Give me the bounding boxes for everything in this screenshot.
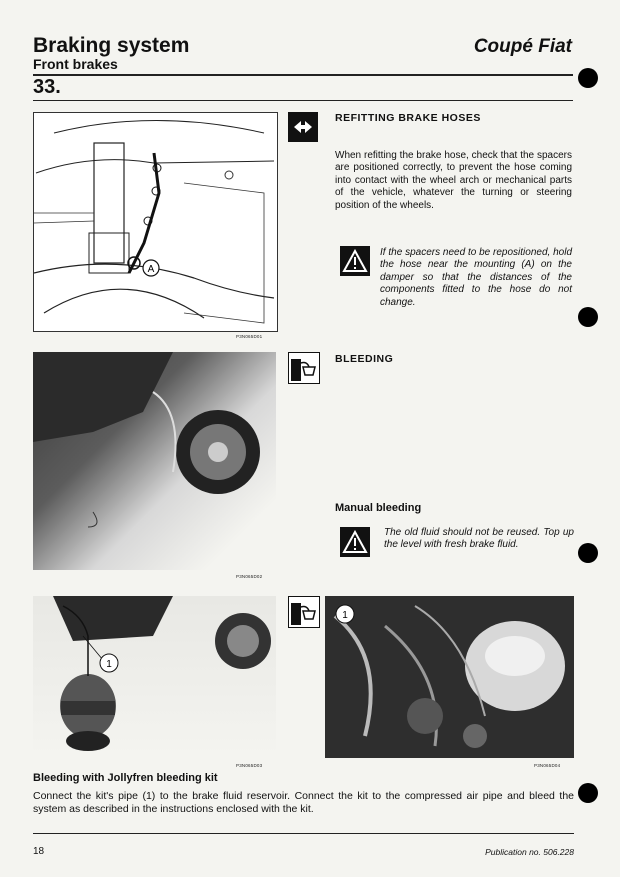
- jollyfren-body: Connect the kit's pipe (1) to the brake fluid reservoir. Connect the kit to the compressed air pipe and bleed the system as described in the instructions enclosed with the kit.: [33, 790, 574, 815]
- hose-refit-icon: [288, 112, 318, 142]
- jollyfren-heading: Bleeding with Jollyfren bleeding kit: [33, 772, 218, 784]
- figure-code: P3N065D02: [236, 574, 263, 579]
- label-1: 1: [342, 610, 348, 621]
- label-1: 1: [106, 659, 112, 670]
- hose-drawing-svg: [34, 113, 277, 331]
- page-subtitle: Front brakes: [33, 56, 118, 72]
- bleeding-icon: [288, 596, 320, 628]
- section-number: 33.: [33, 76, 61, 98]
- footer-rule: [33, 833, 574, 834]
- header-rule: [33, 74, 573, 76]
- manual-bleeding-heading: Manual bleeding: [335, 502, 422, 514]
- figure-code: P3N065D04: [534, 763, 561, 768]
- bleeding-icon: [288, 352, 320, 384]
- warning-triangle-icon: [340, 527, 370, 557]
- page-number: 18: [33, 846, 45, 857]
- bleeding-heading: BLEEDING: [335, 353, 394, 365]
- figure-code: P3N065D03: [236, 763, 263, 768]
- figure-kit-photo: [33, 596, 276, 758]
- binder-hole-marker: [578, 783, 598, 803]
- figure-wheel-photo: [33, 352, 276, 570]
- binder-hole-marker: [578, 68, 598, 88]
- brand-name: Coupé Fiat: [473, 36, 572, 57]
- publication-number: Publication no. 506.228: [485, 847, 574, 857]
- binder-hole-marker: [578, 307, 598, 327]
- label-a: A: [147, 264, 155, 275]
- page-title: Braking system: [33, 34, 190, 57]
- binder-hole-marker: [578, 543, 598, 563]
- section-rule: [33, 100, 573, 101]
- refitting-body: When refitting the brake hose, check that the spacers are positioned correctly, to prevent the hose coming into contact with the wheel arch or mechanical parts of the vehicle, whatever the turning or steering position of the wheels.: [335, 150, 572, 211]
- figure-code: P3N065D01: [236, 334, 263, 339]
- refitting-warning: If the spacers need to be repositioned, hold the hose near the mounting (A) on the damper so that the distances of the components fitted to the hose do not change.: [380, 247, 572, 308]
- refitting-heading: REFITTING BRAKE HOSES: [335, 112, 481, 124]
- figure-engine-photo: [325, 596, 574, 758]
- figure-hose-drawing: [33, 112, 278, 332]
- bleeding-warning: The old fluid should not be reused. Top up the level with fresh brake fluid.: [384, 527, 574, 551]
- warning-triangle-icon: [340, 246, 370, 276]
